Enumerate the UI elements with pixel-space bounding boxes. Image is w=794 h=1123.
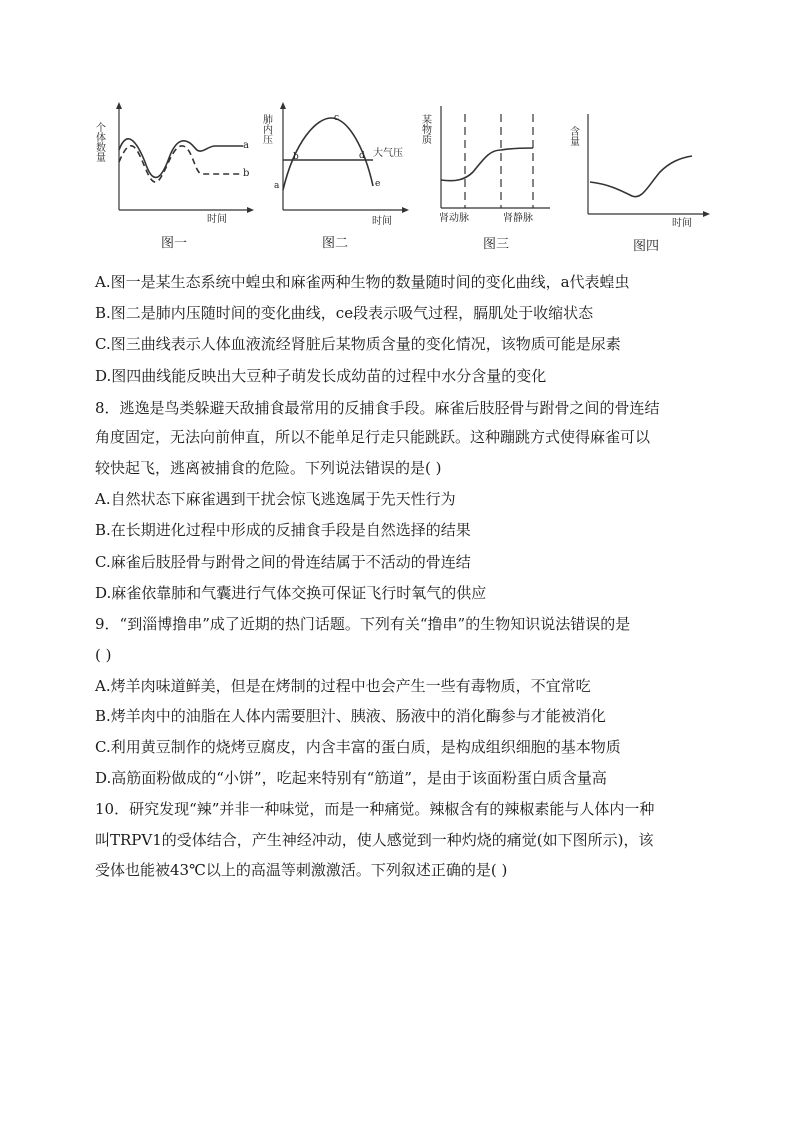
curve-b <box>119 146 243 182</box>
option-c-q8: C.麻雀后肢胫骨与跗骨之间的骨连结属于不活动的骨连结 <box>95 553 471 571</box>
question-10-stem-line-3: 受体也能被43℃以上的高温等刺激激活。下列叙述正确的是( ) <box>95 861 508 879</box>
option-a-q8: A.自然状态下麻雀遇到干扰会惊飞逃逸属于先天性行为 <box>95 490 456 508</box>
y-axis-label: 含量 <box>567 126 579 146</box>
figure-caption: 图二 <box>322 236 349 251</box>
curve-a <box>119 139 243 178</box>
y-axis-label: 个体数量 <box>93 122 105 162</box>
option-c-q7: C.图三曲线表示人体血液流经肾脏后某物质含量的变化情况，该物质可能是尿素 <box>95 335 621 353</box>
y-axis-label: 某物质 <box>419 114 431 144</box>
atmospheric-pressure-label: 大气压 <box>373 148 403 159</box>
arrow-icon <box>247 207 254 213</box>
option-b-q9: B.烤羊肉中的油脂在人体内需要胆汁、胰液、肠液中的消化酶参与才能被消化 <box>95 707 606 725</box>
option-a-q9: A.烤羊肉味道鲜美，但是在烤制的过程中也会产生一些有毒物质，不宜常吃 <box>95 677 591 695</box>
option-a-q7: A.图一是某生态系统中蝗虫和麻雀两种生物的数量随时间的变化曲线，a代表蝗虫 <box>95 273 630 291</box>
arrow-icon <box>402 207 409 213</box>
figure-2 <box>260 100 415 260</box>
arrow-icon <box>703 211 710 217</box>
curve-label-a: a <box>243 140 249 151</box>
option-d-q7: D.图四曲线能反映出大豆种子萌发长成幼苗的过程中水分含量的变化 <box>95 367 547 385</box>
point-label-d: d <box>359 151 365 161</box>
point-label-b: b <box>293 152 299 162</box>
arrow-icon <box>116 102 122 109</box>
figure-caption: 图四 <box>633 239 660 254</box>
question-8-stem-line-1: 8．逃逸是鸟类躲避天敌捕食最常用的反捕食手段。麻雀后肢胫骨与跗骨之间的骨连结 <box>95 399 660 417</box>
x-axis-label: 时间 <box>207 214 227 225</box>
point-label-e: e <box>375 179 381 189</box>
y-axis-label: 肺内压 <box>260 114 272 144</box>
option-d-q8: D.麻雀依靠肺和气囊进行气体交换可保证飞行时氧气的供应 <box>95 584 487 602</box>
question-9-stem-line-2: ( ) <box>95 646 112 664</box>
option-d-q9: D.高筋面粉做成的“小饼”，吃起来特别有“筋道”，是由于该面粉蛋白质含量高 <box>95 769 607 787</box>
x-label-renal-vein: 肾静脉 <box>503 213 533 224</box>
point-label-c: c <box>334 113 340 123</box>
substance-curve <box>441 148 533 181</box>
option-b-q8: B.在长期进化过程中形成的反捕食手段是自然选择的结果 <box>95 521 471 539</box>
content-curve <box>590 156 692 197</box>
question-9-stem-line-1: 9．“到淄博撸串”成了近期的热门话题。下列有关“撸串”的生物知识说法错误的是 <box>95 615 631 633</box>
question-10-stem-line-1: 10．研究发现“辣”并非一种味觉，而是一种痛觉。辣椒含有的辣椒素能与人体内一种 <box>95 800 655 818</box>
option-b-q7: B.图二是肺内压随时间的变化曲线，ce段表示吸气过程，膈肌处于收缩状态 <box>95 304 594 322</box>
point-label-a: a <box>274 181 280 191</box>
x-label-renal-artery: 肾动脉 <box>439 213 469 224</box>
arrow-icon <box>280 102 286 109</box>
x-axis-label: 时间 <box>372 216 392 227</box>
figure-4 <box>567 100 718 260</box>
question-8-stem-line-2: 角度固定，无法向前伸直，所以不能单足行走只能跳跃。这种蹦跳方式使得麻雀可以 <box>95 428 651 446</box>
figure-caption: 图一 <box>161 236 188 251</box>
option-c-q9: C.利用黄豆制作的烧烤豆腐皮，内含丰富的蛋白质，是构成组织细胞的基本物质 <box>95 738 621 756</box>
curve-label-b: b <box>243 168 250 179</box>
figure-1 <box>95 100 255 260</box>
question-8-stem-line-3: 较快起飞，逃离被捕食的危险。下列说法错误的是( ) <box>95 459 442 477</box>
figure-3 <box>419 100 565 260</box>
figure-caption: 图三 <box>483 237 510 252</box>
question-10-stem-line-2: 叫TRPV1的受体结合，产生神经冲动，使人感觉到一种灼烧的痛觉(如下图所示)，该 <box>95 831 654 849</box>
x-axis-label: 时间 <box>672 218 692 229</box>
